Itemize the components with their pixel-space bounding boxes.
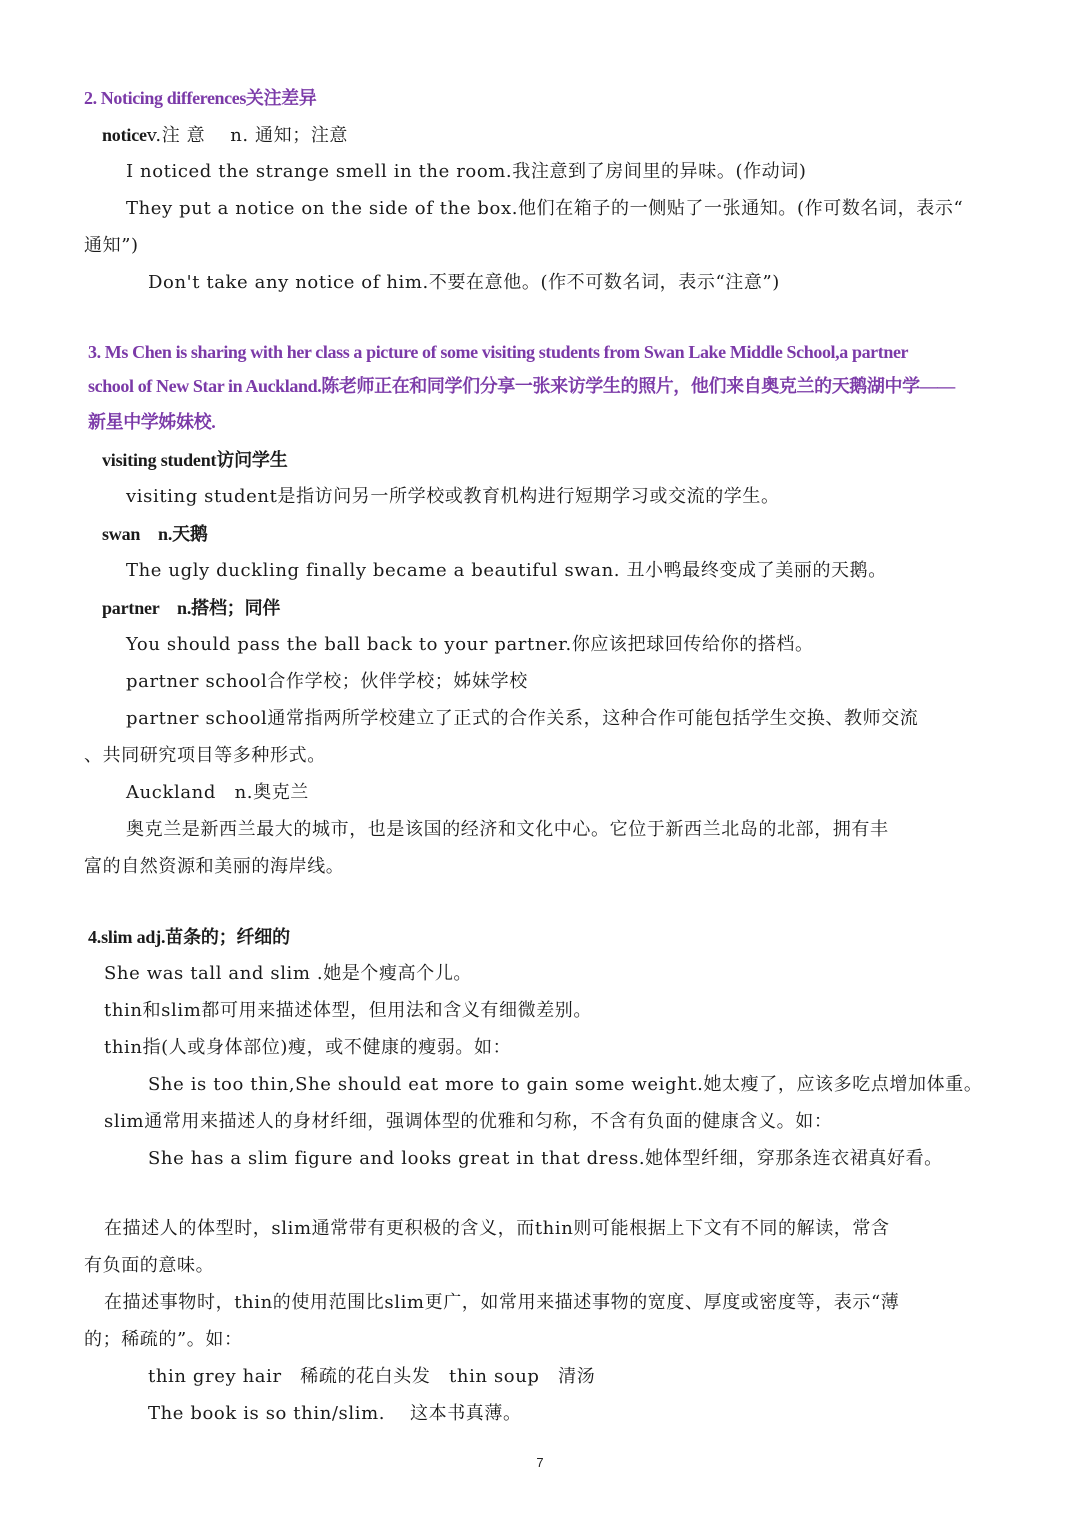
partner-school-phrase: partner school合作学校；伙伴学校；姊妹学校: [126, 671, 528, 692]
partner-term: partner n.搭档；同伴: [102, 598, 281, 618]
note-2a: 在描述事物时，thin的使用范围比slim更广，如常用来描述事物的宽度、厚度或密度等，表示“薄: [104, 1292, 900, 1313]
thin-slim-comparison: thin和slim都可用来描述体型，但用法和含义有细微差别。: [104, 1000, 592, 1021]
page-number: 7: [536, 1455, 544, 1470]
section-3-heading-line-2: school of New Star in Auckland.陈老师正在和同学们分享一张来访学生的照片，他们来自奥克兰的天鹅湖中学——: [88, 376, 955, 396]
section-3-heading-line-3: 新星中学姊妹校.: [88, 412, 216, 432]
thin-phrases: thin grey hair 稀疏的花白头发 thin soup 清汤: [148, 1366, 596, 1387]
swan-example: The ugly duckling finally became a beautiful swan. 丑小鸭最终变成了美丽的天鹅。: [126, 560, 887, 581]
auckland-description-b: 富的自然资源和美丽的海岸线。: [84, 856, 345, 877]
thin-definition: thin指(人或身体部位)瘦，或不健康的瘦弱。如：: [104, 1037, 512, 1058]
notice-example-3: Don't take any notice of him.不要在意他。(作不可数名词，表示“注意”): [148, 272, 780, 293]
notice-term: notice: [102, 125, 147, 145]
notice-definition: v.注 意 n. 通知；注意: [146, 125, 349, 146]
thin-example: She is too thin,She should eat more to gain some weight.她太瘦了，应该多吃点增加体重。: [148, 1074, 983, 1095]
book-example: The book is so thin/slim. 这本书真薄。: [148, 1403, 522, 1424]
note-1a: 在描述人的体型时，slim通常带有更积极的含义，而thin则可能根据上下文有不同的解读，常含: [104, 1218, 890, 1239]
slim-example-2: She has a slim figure and looks great in that dress.她体型纤细，穿那条连衣裙真好看。: [148, 1148, 943, 1169]
visiting-student-description: visiting student是指访问另一所学校或教育机构进行短期学习或交流的学生。: [126, 486, 780, 507]
notice-entry: [102, 122, 1050, 149]
section-3-heading-line-1: 3. Ms Chen is sharing with her class a picture of some visiting students from Swan Lake Middle School,a partner: [88, 342, 909, 362]
notice-example-1: I noticed the strange smell in the room.我注意到了房间里的异味。(作动词): [126, 161, 807, 182]
partner-school-description-a: partner school通常指两所学校建立了正式的合作关系，这种合作可能包括学生交换、教师交流: [126, 708, 919, 729]
visiting-student-term: visiting student访问学生: [102, 450, 288, 470]
note-2b: 的；稀疏的”。如：: [84, 1329, 243, 1350]
slim-definition: slim通常用来描述人的身材纤细，强调体型的优雅和匀称，不含有负面的健康含义。如：: [104, 1111, 833, 1132]
auckland-term: Auckland n.奥克兰: [126, 782, 309, 803]
notice-example-2b: 通知”): [84, 235, 139, 256]
slim-example-1: She was tall and slim .她是个瘦高个儿。: [104, 963, 473, 984]
partner-example: You should pass the ball back to your partner.你应该把球回传给你的搭档。: [126, 634, 814, 655]
section-2-heading: 2. Noticing differences关注差异: [84, 88, 317, 108]
note-1b: 有负面的意味。: [84, 1255, 215, 1276]
auckland-description-a: 奥克兰是新西兰最大的城市，也是该国的经济和文化中心。它位于新西兰北岛的北部，拥有丰: [126, 819, 889, 840]
notice-example-2a: They put a notice on the side of the box.他们在箱子的一侧贴了一张通知。(作可数名词，表示“: [126, 198, 964, 219]
swan-term: swan n.天鹅: [102, 524, 208, 544]
section-4-heading: 4.slim adj.苗条的；纤细的: [88, 927, 290, 947]
partner-school-description-b: 、共同研究项目等多种形式。: [84, 745, 326, 766]
